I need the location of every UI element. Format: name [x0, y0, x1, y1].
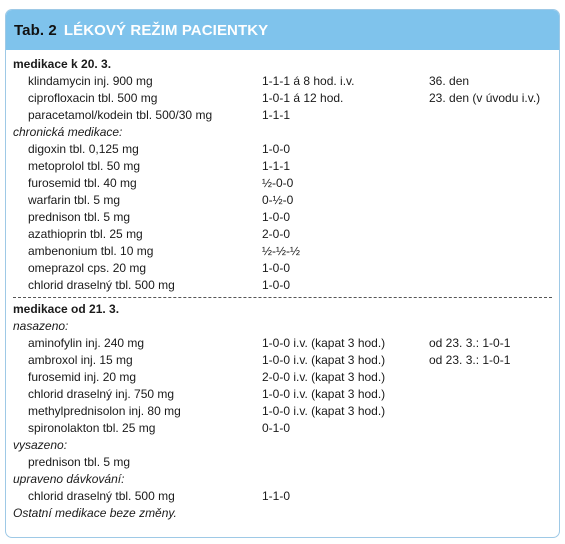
- drug-name: ambenonium tbl. 10 mg: [28, 244, 154, 258]
- drug-name: chlorid draselný tbl. 500 mg: [28, 278, 175, 292]
- medication-table: [5, 9, 560, 538]
- table-row: [13, 226, 559, 243]
- note: 23. den (v úvodu i.v.): [429, 91, 541, 105]
- table-row: [13, 90, 559, 107]
- rows-current: [13, 73, 559, 124]
- section-title: medikace k 20. 3.: [13, 57, 112, 71]
- drug-name: furosemid tbl. 40 mg: [28, 176, 137, 190]
- dosage: 0-½-0: [262, 193, 294, 207]
- subhead-adjusted: upraveno dávkování:: [13, 472, 125, 486]
- table-row: [13, 107, 559, 124]
- dosage: 0-1-0: [262, 421, 291, 435]
- dosage: 1-0-0: [262, 210, 291, 224]
- dosage: 1-0-1 á 12 hod.: [262, 91, 344, 105]
- drug-name: prednison tbl. 5 mg: [28, 455, 131, 469]
- note: 36. den: [429, 74, 470, 88]
- drug-name: chlorid draselný tbl. 500 mg: [28, 489, 175, 503]
- table-row: [13, 369, 559, 386]
- drug-name: metoprolol tbl. 50 mg: [28, 159, 141, 173]
- drug-name: warfarin tbl. 5 mg: [28, 193, 121, 207]
- drug-name: ciprofloxacin tbl. 500 mg: [28, 91, 158, 105]
- table-row: [13, 260, 559, 277]
- table-row: [13, 420, 559, 437]
- drug-name: spironolakton tbl. 25 mg: [28, 421, 156, 435]
- drug-name: ambroxol inj. 15 mg: [28, 353, 133, 367]
- table-row: [13, 175, 559, 192]
- rows-removed: [13, 454, 559, 471]
- rows-adjusted: [13, 488, 559, 505]
- drug-name: digoxin tbl. 0,125 mg: [28, 142, 139, 156]
- table-row: [13, 141, 559, 158]
- table-row: [13, 335, 559, 352]
- footer-note: Ostatní medikace beze změny.: [13, 506, 177, 520]
- subhead-chronic: chronická medikace:: [13, 125, 123, 139]
- drug-name: methylprednisolon inj. 80 mg: [28, 404, 181, 418]
- subhead-added: nasazeno:: [13, 319, 69, 333]
- table-row: [13, 386, 559, 403]
- dosage: 1-1-0: [262, 489, 291, 503]
- drug-name: prednison tbl. 5 mg: [28, 210, 131, 224]
- drug-name: azathioprin tbl. 25 mg: [28, 227, 143, 241]
- drug-name: paracetamol/kodein tbl. 500/30 mg: [28, 108, 213, 122]
- table-row: [13, 158, 559, 175]
- table-row: [13, 192, 559, 209]
- table-row: [13, 403, 559, 420]
- drug-name: klindamycin inj. 900 mg: [28, 74, 153, 88]
- dosage: 1-0-0: [262, 278, 291, 292]
- table-row: [13, 352, 559, 369]
- dosage: 1-1-1: [262, 108, 291, 122]
- dosage: 1-0-0 i.v. (kapat 3 hod.): [262, 353, 386, 367]
- subhead-removed: vysazeno:: [13, 438, 68, 452]
- rows-added: [13, 335, 559, 437]
- drug-name: chlorid draselný inj. 750 mg: [28, 387, 175, 401]
- table-row: [13, 488, 559, 505]
- dosage: 1-1-1: [262, 159, 291, 173]
- dosage: ½-½-½: [262, 244, 301, 258]
- dosage: 2-0-0: [262, 227, 291, 241]
- table-row: [13, 209, 559, 226]
- table-row: [13, 73, 559, 90]
- table-row: [13, 277, 559, 294]
- note: od 23. 3.: 1-0-1: [429, 353, 511, 367]
- dosage: 2-0-0 i.v. (kapat 3 hod.): [262, 370, 386, 384]
- dosage: 1-0-0 i.v. (kapat 3 hod.): [262, 404, 386, 418]
- section-title: medikace od 21. 3.: [13, 302, 120, 316]
- dosage: ½-0-0: [262, 176, 294, 190]
- drug-name: furosemid inj. 20 mg: [28, 370, 137, 384]
- table-number: Tab. 2: [14, 21, 57, 39]
- dosage: 1-0-0 i.v. (kapat 3 hod.): [262, 387, 386, 401]
- drug-name: omeprazol cps. 20 mg: [28, 261, 147, 275]
- table-title: LÉKOVÝ REŽIM PACIENTKY: [63, 21, 269, 39]
- dosage: 1-1-1 á 8 hod. i.v.: [262, 74, 355, 88]
- table-header: [6, 10, 559, 50]
- table-row: [13, 243, 559, 260]
- dosage: 1-0-0: [262, 142, 291, 156]
- table-row: [13, 454, 559, 471]
- section-medication-21-3: [6, 298, 559, 522]
- section-medication-20-3: [6, 50, 559, 294]
- dosage: 1-0-0: [262, 261, 291, 275]
- drug-name: aminofylin inj. 240 mg: [28, 336, 145, 350]
- rows-chronic: [13, 141, 559, 294]
- dosage: 1-0-0 i.v. (kapat 3 hod.): [262, 336, 386, 350]
- note: od 23. 3.: 1-0-1: [429, 336, 511, 350]
